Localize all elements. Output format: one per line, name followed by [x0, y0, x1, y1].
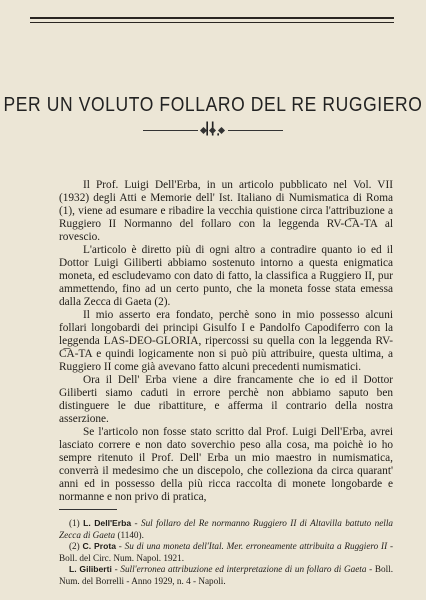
footnote-details: - Boll. del Circ. Num. Napol. 1921. — [59, 541, 394, 563]
ornament-bar — [228, 130, 283, 131]
ornament-diamond — [200, 127, 207, 134]
footnote-details: - Boll. Num. del Borrelli - Anno 1929, n. 4 - Napoli. — [59, 564, 393, 586]
top-ornamental-rule — [30, 16, 394, 26]
paragraph: L'articolo è diretto più di ogni altro a contradire quanto io ed il Dottor Luigi Giliberti abbiamo sostenuto intorno a questa enigmatica moneta, ed escludevamo con dato di fatto, la classifica a Ruggiero II, pur ammettendo, fino ad un certo punto, che la moneta fosse stata emessa dalla Zecca di Gaeta (2). — [59, 244, 393, 308]
footnote — [59, 564, 393, 587]
footnote-work: Sull'erronea attribuzione ed interpretazione di un follaro di Gaeta — [120, 564, 367, 575]
title-ornament — [143, 128, 283, 134]
footnote-author: L. Dell'Erba — [83, 518, 132, 528]
paragraph: Se l'articolo non fosse stato scritto dal Prof. Luigi Dell'Erba, avrei lasciato correre e non dato soverchio peso alla cosa, ma poichè io ho sempre ritenuto il Prof. Dell' Erba un mio maestro in numismatica, converrà il medesimo che un discepolo, che colleziona da circa quarant' anni ed in possesso della più ricca raccolta di monete longobarde e normanne e non privo di pratica, — [59, 426, 393, 503]
page-title: PER UN VOLUTO FOLLARO DEL RE RUGGIERO — [3, 92, 423, 116]
footnote-divider — [59, 509, 117, 510]
footnote-number: (1) — [69, 518, 80, 528]
footnote-work: Su di una moneta dell'Ital. Mer. erroneamente attribuita a Ruggiero II — [124, 541, 388, 552]
footnote-work: Sul follaro del Re normanno Ruggiero II di Altavilla battuto nella Zecca di Gaeta — [59, 518, 393, 540]
footnote-author: C. Prota — [82, 541, 116, 552]
ornament-diamond — [209, 127, 216, 134]
footnotes — [59, 518, 393, 588]
paragraph: Il mio asserto era fondato, perchè sono in mio possesso alcuni follari longobardi dei principi Gisulfo I e Pandolfo Capodiferro con la leggenda LAS-DEO-GLORIA, ripercossi su quella con la leggenda RV-C͞A-TA e quindi logicamente non si può più attribuire, questa ultima, a Ruggiero II come già avevano fatto alcuni precedenti numismatici. — [59, 309, 393, 373]
ornament-bar — [143, 130, 198, 131]
footnote-separator: - — [115, 541, 125, 552]
footnote-details: (1140). — [115, 529, 144, 540]
ornament-diamond — [218, 127, 225, 134]
paragraph: Ora il Dell' Erba viene a dire francamente che io ed il Dottor Giliberti siamo caduti in errore perchè non abbiamo saputo ben distinguere le due ribattiture, e afferma il contrario della nostra asserzione. — [59, 374, 393, 425]
article-body — [59, 179, 393, 504]
footnote-separator: - — [131, 518, 141, 528]
footnote — [59, 541, 393, 564]
footnote-number: (2) — [69, 541, 80, 552]
footnote — [59, 518, 393, 541]
top-rule-line — [30, 17, 394, 19]
footnote-separator: - — [111, 564, 121, 575]
paragraph: Il Prof. Luigi Dell'Erba, in un articolo pubblicato nel Vol. VII (1932) degli Atti e Memorie dell' Ist. Italiano di Numismatica di Roma (1), viene ad esumare e ribadire la vecchia quistione circa l'attribuzione a Ruggiero II Normanno del follaro con la leggenda RV-C͞A-TA al rovescio. — [59, 179, 393, 243]
footnote-author: L. Giliberti — [69, 564, 112, 575]
top-rule-line — [30, 22, 394, 23]
